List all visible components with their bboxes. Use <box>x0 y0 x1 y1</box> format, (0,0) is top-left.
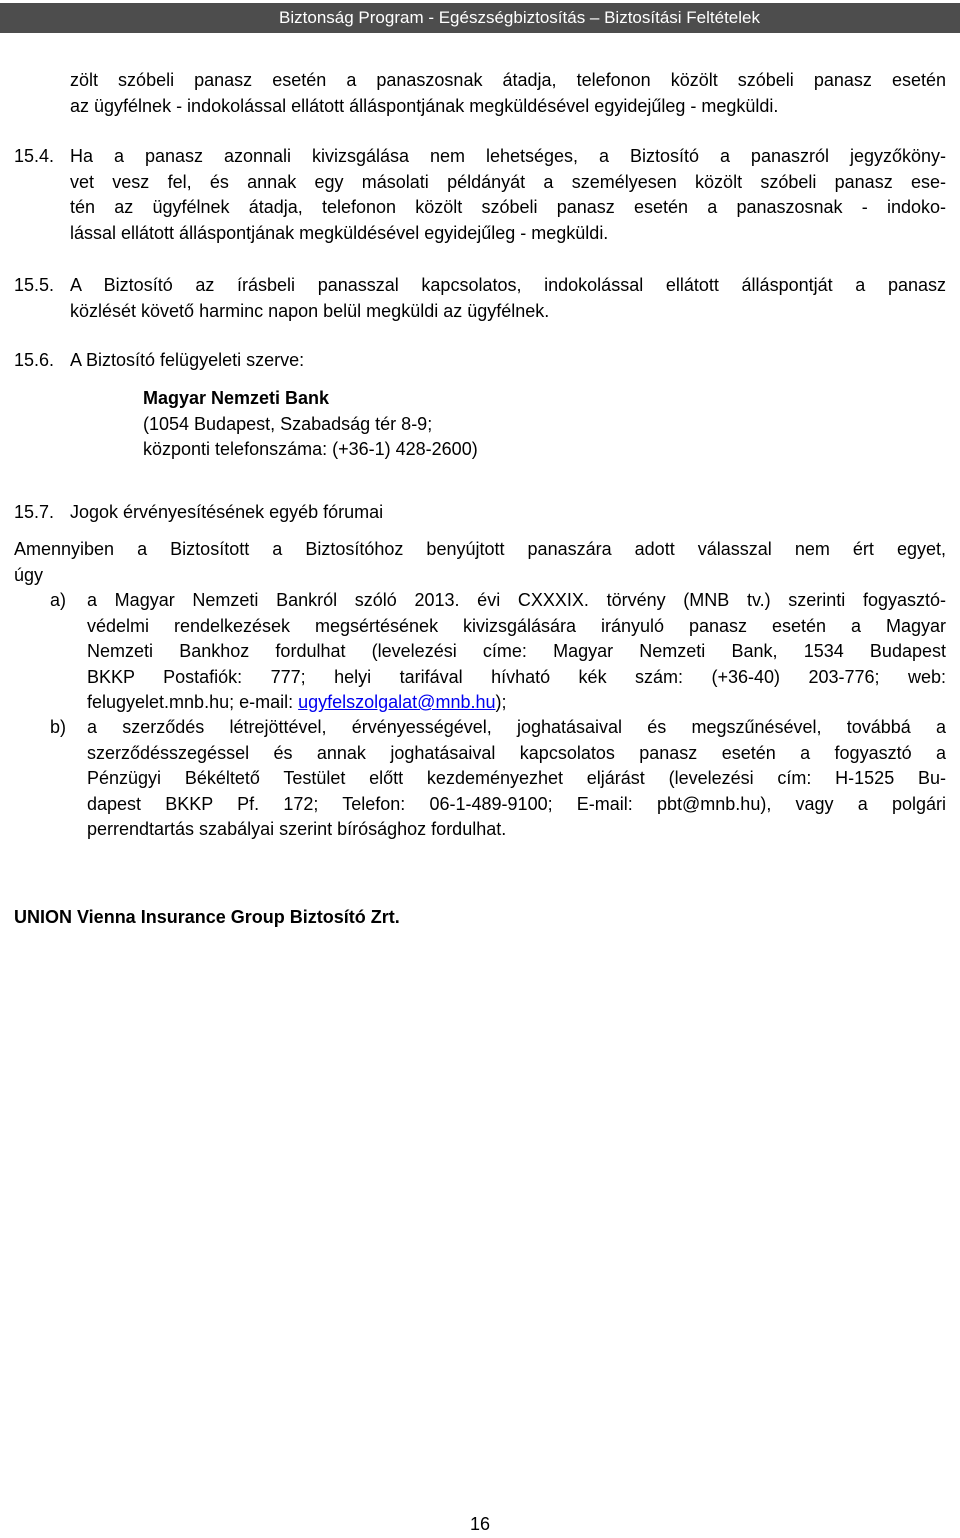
text-line: A Biztosító felügyeleti szerve: <box>70 350 305 370</box>
text-line: A Biztosító az írásbeli panasszal kapcsolatos, indokolással ellátott álláspontját a panasz <box>70 275 946 295</box>
text-line: dapest BKKP Pf. 172; Telefon: 06-1-489-9100; E-mail: pbt@mnb.hu), vagy a polgári <box>87 793 946 814</box>
section-15-7-intro <box>14 537 946 588</box>
bank-name: Magyar Nemzeti Bank <box>143 388 330 408</box>
supervisor-block <box>143 386 943 463</box>
text-line: tén az ügyfélnek átadja, telefonon közölt szóbeli panasz esetén a panaszosnak - indoko- <box>70 197 946 217</box>
text-line <box>87 690 946 716</box>
list-label: b) <box>50 717 67 737</box>
page-number: 16 <box>469 1514 491 1534</box>
bank-address: (1054 Budapest, Szabadság tér 8-9; <box>143 413 433 434</box>
text-line: úgy <box>14 564 44 585</box>
section-number: 15.5. <box>14 275 55 295</box>
text-line: Pénzügyi Békéltető Testület előtt kezdeményezhet eljárást (levelezési cím: H-1525 Bu- <box>87 768 946 788</box>
email-link[interactable]: ugyfelszolgalat@mnb.hu <box>298 692 496 712</box>
text-line: védelmi rendelkezések megsértésének kivizsgálására irányuló panasz esetén a Magyar <box>87 615 946 636</box>
page-header <box>0 3 960 33</box>
text-line: BKKP Postafiók: 777; helyi tarifával hívható kék szám: (+36-40) 203-776; web: <box>87 666 946 687</box>
section-number: 15.6. <box>14 350 55 370</box>
intro-paragraph <box>70 68 946 119</box>
section-15-5 <box>70 273 946 324</box>
bank-phone: központi telefonszáma: (+36-1) 428-2600) <box>143 439 478 459</box>
header-title: Biztonság Program - Egészségbiztosítás – Biztosítási Feltételek <box>279 8 760 27</box>
text-line: Nemzeti Bankhoz fordulhat (levelezési címe: Magyar Nemzeti Bank, 1534 Budapest <box>87 641 946 661</box>
text-segment: felugyelet.mnb.hu; e-mail: <box>87 692 299 712</box>
section-number: 15.7. <box>14 502 55 522</box>
text-line: a Magyar Nemzeti Bankról szóló 2013. évi CXXXIX. törvény (MNB tv.) szerinti fogyasztó- <box>87 590 946 610</box>
text-line: Ha a panasz azonnali kivizsgálása nem lehetséges, a Biztosító a panaszról jegyzőköny- <box>70 146 946 166</box>
text-segment: ); <box>495 692 507 712</box>
section-15-6 <box>70 348 946 374</box>
section-15-4 <box>70 144 946 246</box>
section-title: Jogok érvényesítésének egyéb fórumai <box>70 502 384 522</box>
text-line: közlését követő harminc napon belül megküldi az ügyfélnek. <box>70 300 550 321</box>
text-line: perrendtartás szabályai szerint bírósághoz fordulhat. <box>87 819 507 839</box>
list-label: a) <box>50 590 67 610</box>
text-line: vet vesz fel, és annak egy másolati példányát a személyesen közölt szóbeli panasz ese- <box>70 171 946 192</box>
section-15-7-title <box>70 500 946 526</box>
section-number: 15.4. <box>14 146 55 166</box>
text-line: zölt szóbeli panasz esetén a panaszosnak átadja, telefonon közölt szóbeli panasz esetén <box>70 70 946 90</box>
list-item-a <box>87 588 946 716</box>
text-line: a szerződés létrejöttével, érvényességével, joghatásaival és megszűnésével, továbbá a <box>87 717 946 737</box>
text-line: az ügyfélnek - indokolással ellátott álláspontjának megküldésével egyidejűleg - megküldi. <box>70 95 779 116</box>
text-line: Amennyiben a Biztosított a Biztosítóhoz benyújtott panaszára adott válasszal nem ért egyet, <box>14 539 946 559</box>
company-signature: UNION Vienna Insurance Group Biztosító Zrt. <box>14 907 400 927</box>
text-line: szerződésszegéssel és annak joghatásaival kapcsolatos panasz esetén a fogyasztó a <box>87 742 946 763</box>
text-line: lással ellátott álláspontjának megküldésével egyidejűleg - megküldi. <box>70 222 609 243</box>
list-item-b <box>87 715 946 843</box>
